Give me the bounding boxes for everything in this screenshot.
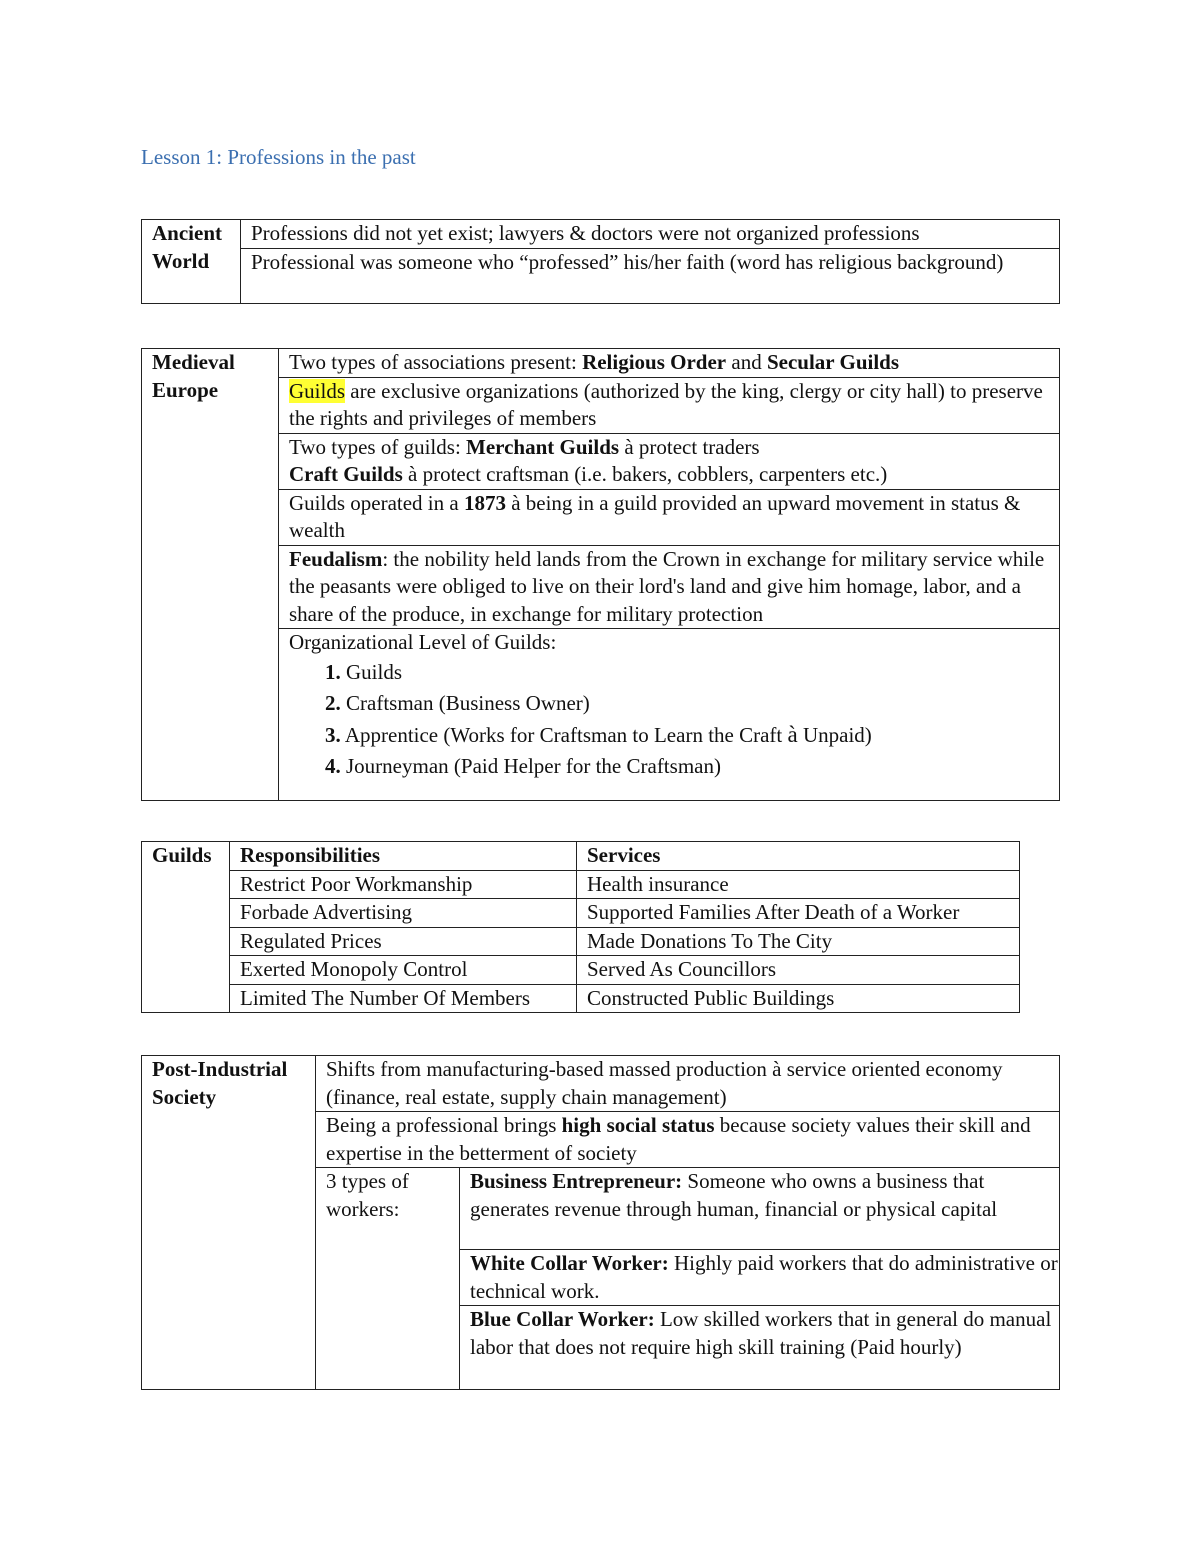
post-industrial-row-shift: Shifts from manufacturing-based massed production à service oriented economy (finance, real estate, supply chain management) [316, 1056, 1060, 1112]
table-cell: Supported Families After Death of a Worker [577, 899, 1020, 928]
worker-type-entrepreneur: Business Entrepreneur: Someone who owns a business that generates revenue through human, financial or physical capital [460, 1168, 1060, 1250]
medieval-row-guild-operation: Guilds operated in a 1873 à being in a guild provided an upward movement in status & wealth [279, 489, 1060, 545]
table-cell: Restrict Poor Workmanship [230, 870, 577, 899]
table-cell: Health insurance [577, 870, 1020, 899]
ancient-row-2: Professional was someone who “professed” his/her faith (word has religious background) [241, 248, 1060, 303]
arrow-icon: à [402, 462, 418, 486]
medieval-row-organizational-levels [279, 629, 1060, 801]
medieval-row-feudalism: Feudalism: the nobility held lands from the Crown in exchange for military service while the peasants were obliged to live on their lord's land and give him homage, labor, and a share of the produce, in exchange for military protection [279, 545, 1060, 629]
guilds-table [141, 841, 1020, 1013]
table-cell: Made Donations To The City [577, 927, 1020, 956]
table-cell: Exerted Monopoly Control [230, 956, 577, 985]
table-cell: Regulated Prices [230, 927, 577, 956]
organizational-levels-list [289, 657, 1059, 782]
list-item: 3. Apprentice (Works for Craftsman to Learn the Craft à Unpaid) [325, 721, 872, 747]
list-item: 2. Craftsman (Business Owner) [325, 690, 590, 715]
highlighted-term: Guilds [289, 378, 346, 403]
table-cell: Constructed Public Buildings [577, 984, 1020, 1013]
table-cell: Forbade Advertising [230, 899, 577, 928]
arrow-icon: à [772, 1057, 782, 1081]
page-title: Lesson 1: Professions in the past [141, 145, 416, 169]
medieval-row-associations: Two types of associations present: Religious Order and Secular Guilds [279, 349, 1060, 378]
guilds-label: Guilds [142, 842, 230, 1013]
worker-type-blue-collar: Blue Collar Worker: Low skilled workers that in general do manual labor that does not require high skill training (Paid hourly) [460, 1306, 1060, 1390]
organizational-levels-heading: Organizational Level of Guilds: [289, 630, 557, 654]
ancient-world-table [141, 219, 1060, 304]
table-cell: Served As Councillors [577, 956, 1020, 985]
worker-types-label: 3 types of workers: [316, 1168, 460, 1390]
post-industrial-row-status: Being a professional brings high social status because society values their skill and expertise in the betterment of society [316, 1112, 1060, 1168]
column-header-responsibilities: Responsibilities [230, 842, 577, 871]
column-header-services: Services [577, 842, 1020, 871]
table-cell: Limited The Number Of Members [230, 984, 577, 1013]
medieval-europe-label: Medieval Europe [142, 349, 279, 801]
medieval-row-guilds-definition: Guilds are exclusive organizations (authorized by the king, clergy or city hall) to preserve the rights and privileges of members [279, 377, 1060, 433]
list-item: 4. Journeyman (Paid Helper for the Craftsman) [325, 753, 721, 778]
arrow-icon: à [619, 434, 634, 459]
post-industrial-label: Post-Industrial Society [142, 1056, 316, 1390]
medieval-europe-table [141, 348, 1060, 801]
ancient-row-1: Professions did not yet exist; lawyers & doctors were not organized professions [241, 220, 1060, 249]
arrow-icon: à [787, 721, 798, 747]
list-item: 1. Guilds [325, 659, 403, 684]
medieval-row-guild-types: Two types of guilds: Merchant Guilds à protect traders Craft Guilds à protect craftsman (i.e. bakers, cobblers, carpenters etc.) [279, 433, 1060, 489]
post-industrial-table [141, 1055, 1060, 1390]
worker-type-white-collar: White Collar Worker: Highly paid workers that do administrative or technical work. [460, 1250, 1060, 1306]
arrow-icon: à [505, 490, 521, 515]
ancient-world-label: Ancient World [142, 220, 241, 304]
